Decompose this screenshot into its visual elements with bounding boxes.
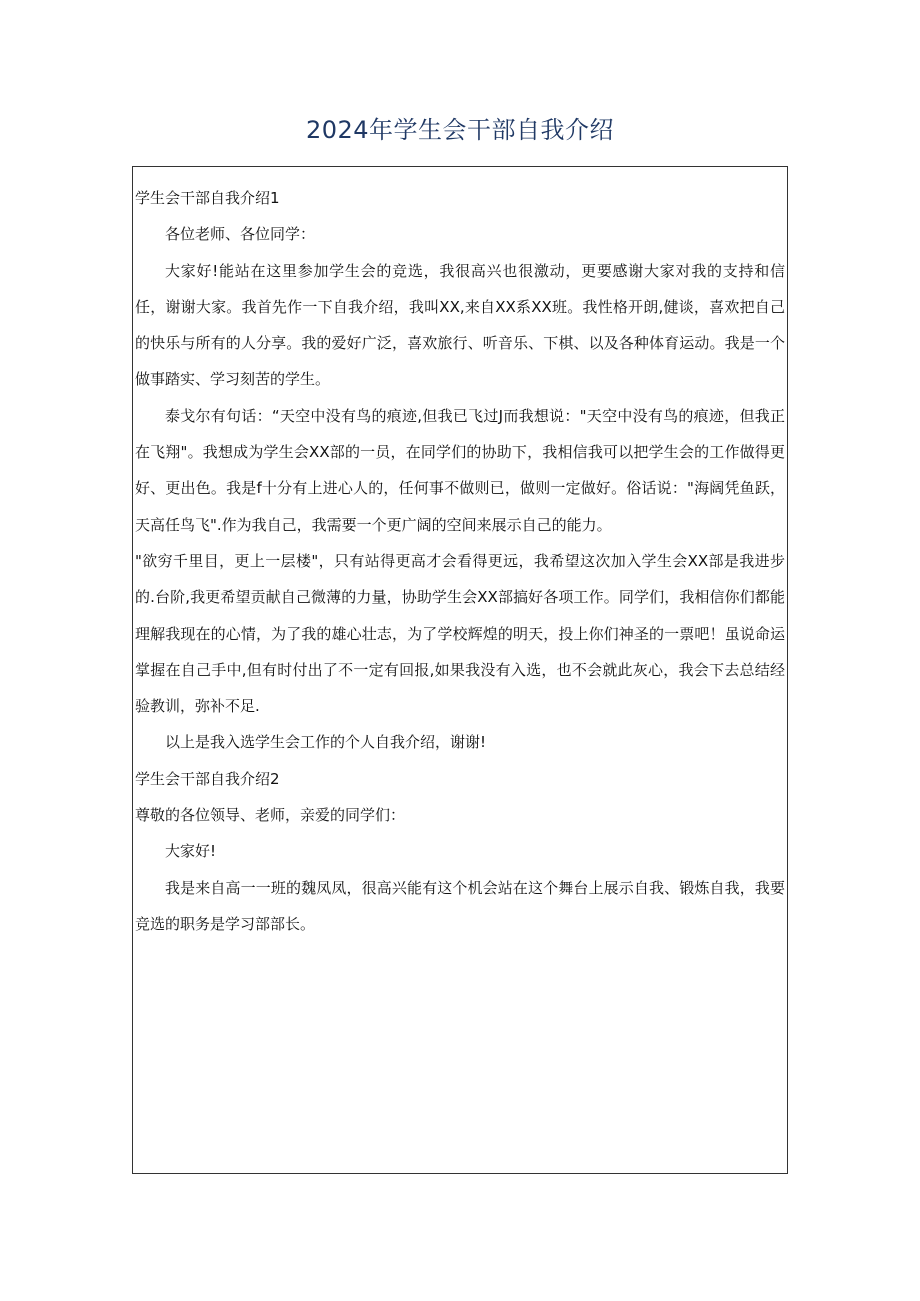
section-heading-2: 学生会干部自我介绍2 xyxy=(135,769,280,788)
paragraph-quote: 泰戈尔有句话：“天空中没有鸟的痕迹,但我已飞过J而我想说："天空中没有鸟的痕迹，但我正在飞翔"。我想成为学生会XX部的一员，在同学们的协助下，我相信我可以把学生会的工作做得更好、更出色。我是f十分有上进心人的，任何事不做则已，做则一定做好。俗话说："海阔凭鱼跃，天高任鸟飞".作为我自己，我需要一个更广阔的空间来展示自己的能力。 xyxy=(135,406,785,534)
paragraph-intro: 大家好!能站在这里参加学生会的竞选，我很高兴也很激动，更要感谢大家对我的支持和信任，谢谢大家。我首先作一下自我介绍，我叫XX,来自XX系XX班。我性格开朗,健谈，喜欢把自己的快乐与所有的人分享。我的爱好广泛，喜欢旅行、听音乐、下棋、以及各种体育运动。我是一个做事踏实、学习刻苦的学生。 xyxy=(135,261,785,389)
paragraph-closing: 以上是我入选学生会工作的个人自我介绍，谢谢! xyxy=(165,733,487,752)
document-body xyxy=(135,180,785,942)
paragraph-self-intro: 我是来自高一一班的魏凤凤，很高兴能有这个机会站在这个舞台上展示自我、锻炼自我，我要竞选的职务是学习部部长。 xyxy=(135,878,785,933)
paragraph-aspiration: "欲穷千里目，更上一层楼"，只有站得更高才会看得更远，我希望这次加入学生会XX部是我进步的.台阶,我更希望贡献自己微薄的力量，协助学生会XX部搞好各项工作。同学们，我相信你们都能理解我现在的心情，为了我的雄心壮志，为了学校辉煌的明天，投上你们神圣的一票吧！虽说命运掌握在自己手中,但有时付出了不一定有回报,如果我没有入选，也不会就此灰心，我会下去总结经验教训，弥补不足. xyxy=(135,551,785,716)
salutation-2: 尊敬的各位领导、老师，亲爱的同学们： xyxy=(135,806,406,825)
greeting: 大家好! xyxy=(165,842,217,861)
page-title: 2024年学生会干部自我介绍 xyxy=(305,116,615,144)
section-heading-1: 学生会干部自我介绍1 xyxy=(135,189,280,207)
salutation: 各位老师、各位同学： xyxy=(165,225,316,244)
